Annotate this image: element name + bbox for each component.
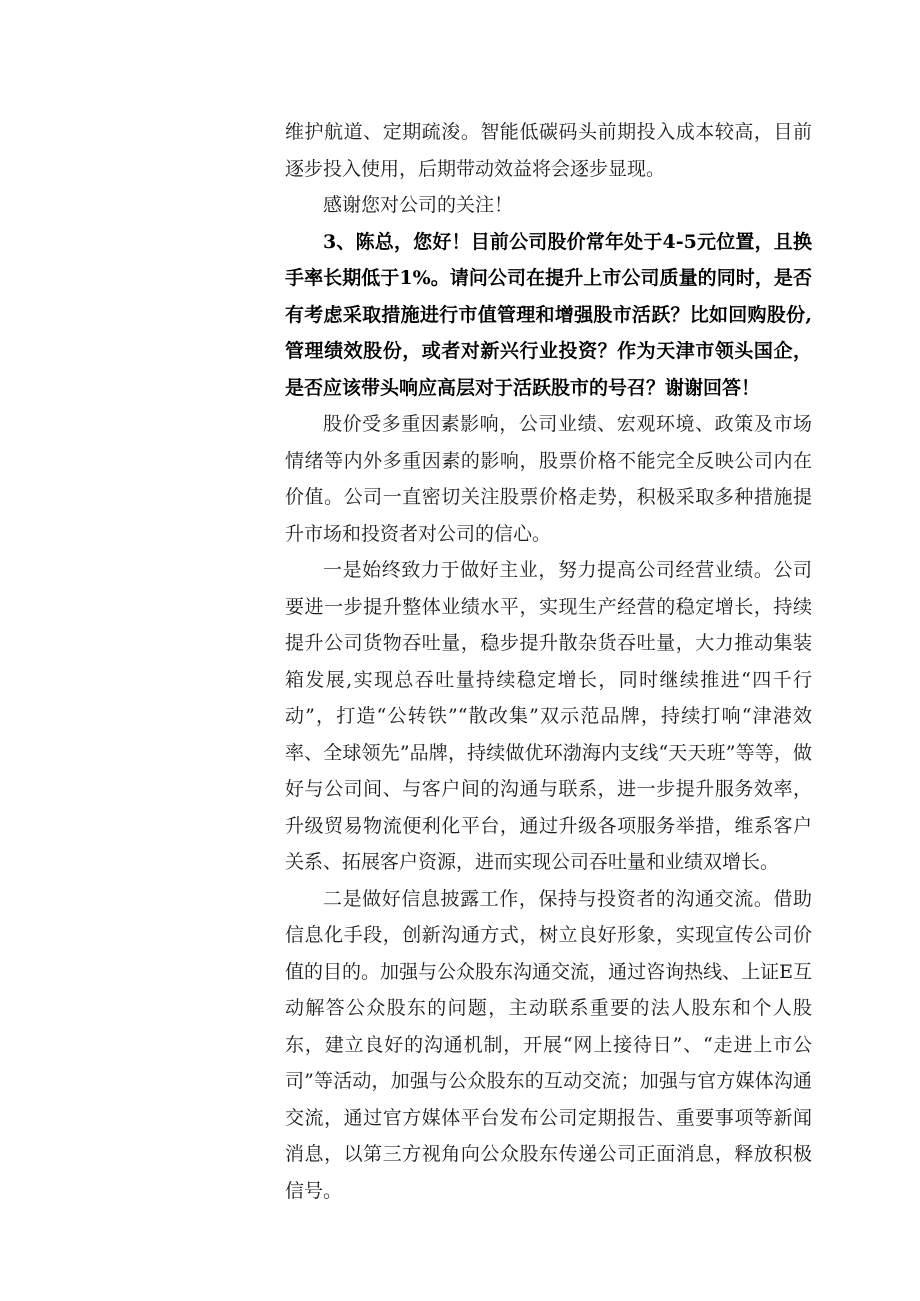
answer-point-2: 二是做好信息披露工作，保持与投资者的沟通交流。借助信息化手段，创新沟通方式，树立良好形象，实现宣传公司价值的目的。加强与公众股东沟通交流，通过咨询热线、上证E互动解答公众股东的问题，主动联系重要的法人股东和个人股东，建立良好的沟通机制，开展“网上接待日”、“走进上市公司”等活动，加强与公众股东的互动交流；加强与官方媒体沟通交流，通过官方媒体平台发布公司定期报告、重要事项等新闻消息，以第三方视角向公众股东传递公司正面消息，释放积极信号。 (285, 887, 812, 1202)
answer-intro: 股价受多重因素影响，公司业绩、宏观环境、政策及市场情绪等内外多重因素的影响，股票价格不能完全反映公司内在价值。公司一直密切关注股票价格走势，积极采取多种措施提升市场和投资者对公司的信心。 (285, 413, 812, 545)
answer-point-1: 一是始终致力于做好主业，努力提高公司经营业绩。公司要进一步提升整体业绩水平，实现生产经营的稳定增长，持续提升公司货物吞吐量，稳步提升散杂货吞吐量，大力推动集装箱发展,实现总吞吐量持续稳定增长，同时继续推进“四千行动”，打造“公转铁”“散改集”双示范品牌，持续打响“津港效率、全球领先”品牌，持续做优环渤海内支线“天天班”等等，做好与公司间、与客户间的沟通与联系，进一步提升服务效率，升级贸易物流便利化平台，通过升级各项服务举措，维系客户关系、拓展客户资源，进而实现公司吞吐量和业绩双增长。 (285, 559, 812, 873)
document-body (285, 114, 812, 1209)
question-3: 3、陈总，您好！目前公司股价常年处于4-5元位置，且换手率长期低于1%。请问公司在提升上市公司质量的同时，是否有考虑采取措施进行市值管理和增强股市活跃？比如回购股份,管理绩效股份，或者对新兴行业投资？作为天津市领头国企，是否应该带头响应高层对于活跃股市的号召？谢谢回答！ (285, 230, 812, 399)
paragraph-thanks: 感谢您对公司的关注！ (323, 194, 514, 216)
paragraph-continuation: 维护航道、定期疏浚。智能低碳码头前期投入成本较高，目前逐步投入使用，后期带动效益将会逐步显现。 (285, 121, 812, 180)
